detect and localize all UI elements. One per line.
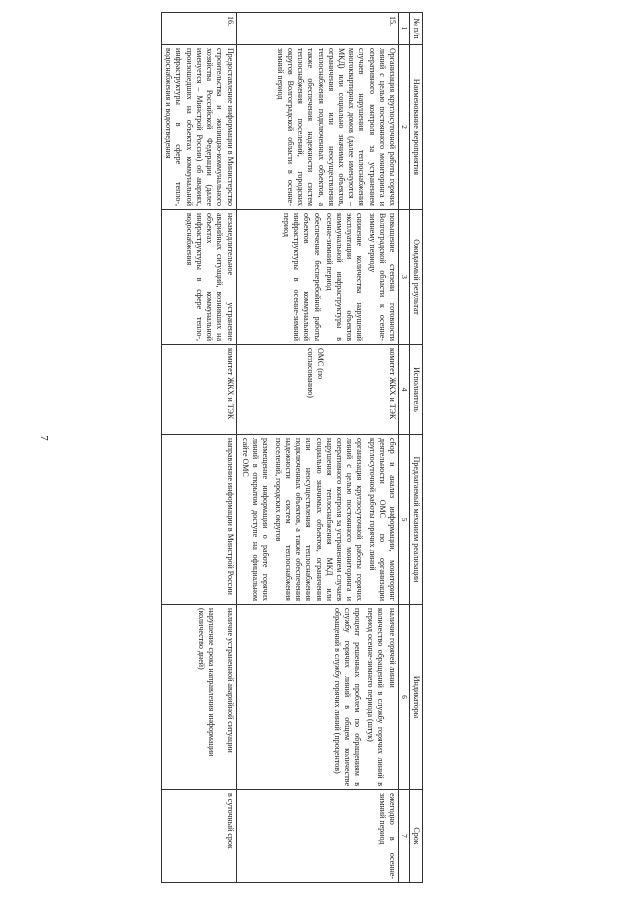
indicators (236, 605, 399, 790)
table-header-row (409, 13, 422, 883)
column-number: 4 (399, 345, 410, 435)
header-executor: Исполнитель (409, 345, 422, 435)
header-result: Ожидаемый результат (409, 210, 422, 345)
measure-name: Организация круглосуточной работы горячих линий с целью постоянного мониторинга и оперативного контроля за устранением случаев нарушения теплоснабжения многоквартирных домов (далее именуются – МКД) или социально значимых объектов, ограничения или неосуществления теплоснабжения подключенных объектов, а также обеспечения надежности систем теплоснабжения поселений, городских округов Волгоградской области в осенне-зимний период (236, 45, 399, 210)
executor: комитет ЖКХ и ТЭК (162, 345, 237, 435)
result-item: обеспечение бесперебойной работы объектов коммунальной инфраструктуры в осенне-зимний период (281, 213, 322, 341)
mechanism (236, 435, 399, 605)
column-number-row (399, 13, 410, 883)
expected-result (236, 210, 399, 345)
rotated-table-container (103, 12, 423, 882)
mechanism: направление информации в Минстрой России (162, 435, 237, 605)
header-num: № п/п (409, 13, 422, 45)
row-number: 16. (162, 13, 237, 45)
indicator-item: нарушение срока направления информации (количество дней) (197, 608, 217, 757)
header-indicators: Индикаторы (409, 605, 422, 790)
header-name: Наименование мероприятия (409, 45, 422, 210)
indicator-item: процент решенных проблем по обращениям в службу горячих линий в общем количестве обращений в службу горячих линий (процентов) (333, 608, 363, 786)
mechanism-item: размещение информации о работе горячих линий в открытом доступе на официальном сайте ОМС (240, 438, 271, 601)
column-number: 2 (399, 45, 410, 210)
measure-name: Предоставление информации в Министерство строительства и жилищно-коммунального хозяйства Российской Федерации (далее именуется – Минстрой России) об авариях, произошедших на объектах коммунальной инфраструктуры в сфере тепло-, водоснабжения и водоотведения (162, 45, 237, 210)
page-number: 7 (38, 435, 50, 441)
result-item: повышение степени готовности Волгоградской области к осенне-зимнему периоду (367, 213, 398, 341)
expected-result: незамедлительное устранение аварийных ситуаций, возникших на объектах коммунальной инфраструктуры в сфере тепло-, водоснабжения (162, 210, 237, 345)
column-number: 7 (399, 790, 410, 883)
row-number: 15. (236, 13, 399, 45)
indicators (162, 605, 237, 790)
column-number: 6 (399, 605, 410, 790)
column-number: 3 (399, 210, 410, 345)
mechanism-item: сбор и анализ информации, мониторинг деятельности ОМС по организации круглосуточной работы горячих линий (367, 438, 398, 601)
table-row (162, 13, 237, 883)
term: ежегодно в осенне-зимний период (236, 790, 399, 883)
table-row (236, 13, 399, 883)
indicator-item: наличие горячей линии (388, 608, 398, 688)
indicator-item: количество обращений в службу горячих линий в период осенне-зимнего периода (штук) (365, 608, 385, 786)
header-mechanism: Предлагаемый механизм реализации (409, 435, 422, 605)
executor (236, 345, 399, 435)
indicator-item: наличие устраненной аварийной ситуации (225, 608, 235, 753)
column-number: 5 (399, 435, 410, 605)
result-item: снижение количества нарушений эксплуатации объектов коммунальной инфраструктуры в осенне-зимний период (324, 213, 365, 341)
mechanism-item: организация круглосуточной работы горячих линий с целью постоянного мониторинга и оперативного контроля за устранением случаев нарушения теплоснабжения МКД или социально значимых объектов, ограничения или неосуществления теплоснабжения подключенных объектов, а также обеспечения надежности систем теплоснабжения поселений, городских округов (273, 438, 365, 601)
term: в суточный срок (162, 790, 237, 883)
executor-item: ОМС (по согласованию) (305, 348, 325, 398)
header-term: Срок (409, 790, 422, 883)
measures-table (161, 12, 423, 883)
column-number: 1 (399, 13, 410, 45)
executor-item: комитет ЖКХ и ТЭК (388, 348, 398, 420)
